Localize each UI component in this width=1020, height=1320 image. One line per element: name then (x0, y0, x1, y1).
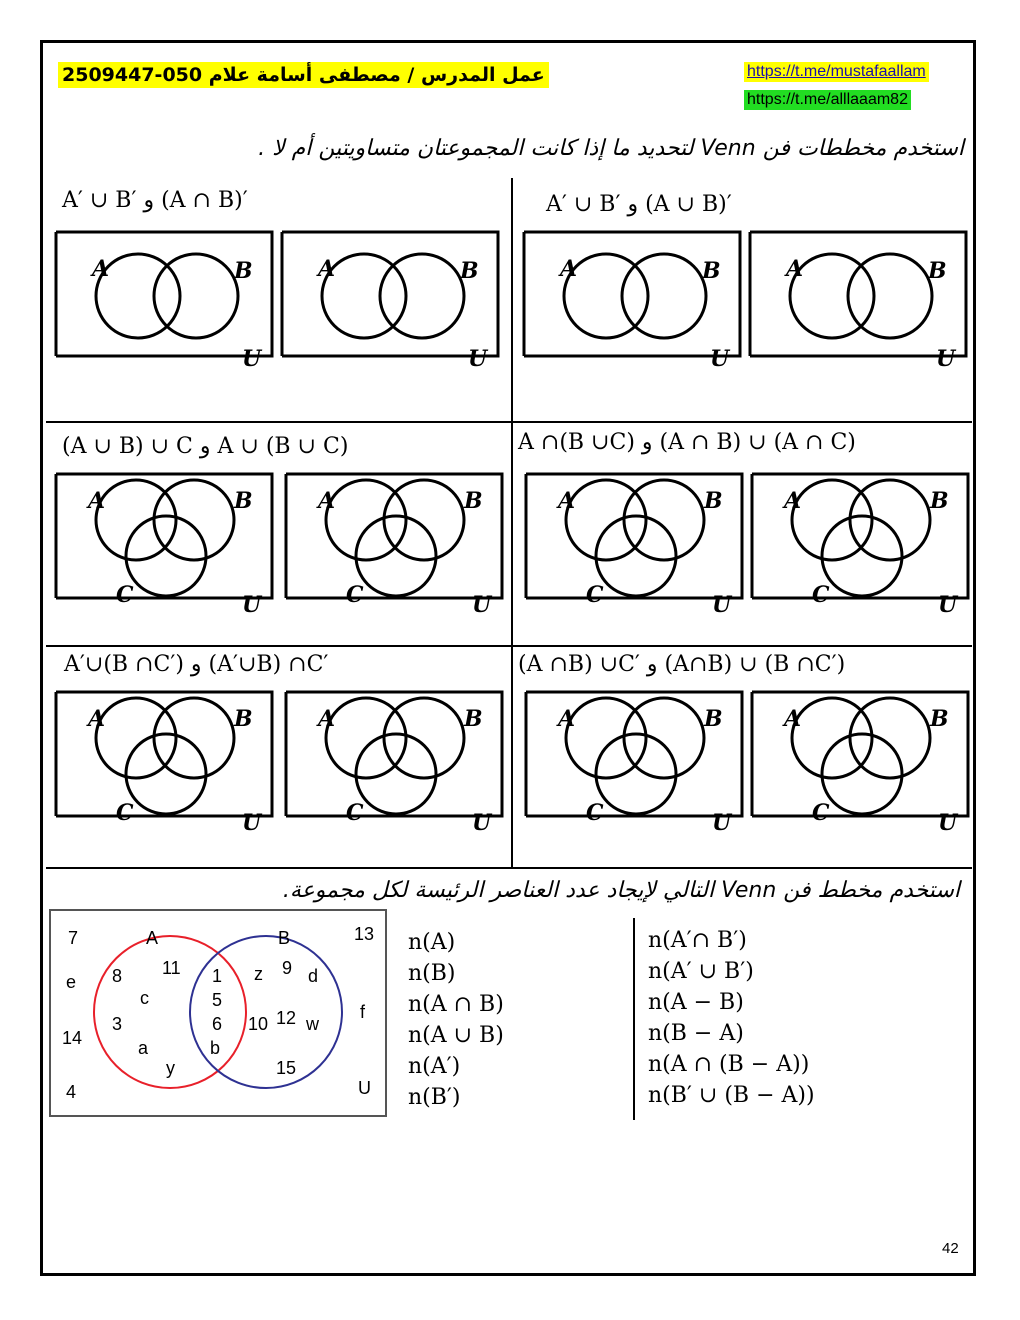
questions-right (648, 928, 815, 1114)
set-b-label: B (234, 706, 253, 732)
telegram-link-2[interactable]: https://t.me/alllaaam82 (744, 90, 911, 110)
set-u-label: U (712, 810, 732, 836)
question: n(B′ ∪ (B − A)) (648, 1083, 815, 1108)
set-c-label: C (586, 582, 604, 608)
set-b-label: B (234, 488, 253, 514)
outside-element: 4 (66, 1082, 77, 1102)
set-b-label: B (464, 706, 483, 732)
question: n(B − A) (648, 1021, 744, 1046)
set-u-label: U (938, 810, 958, 836)
set-b-circle (848, 254, 932, 338)
b-only-element: z (254, 964, 263, 984)
set-b-circle (384, 480, 464, 560)
venn-exercise-box (286, 692, 502, 836)
set-c-circle (126, 734, 206, 814)
set-a-label: A (786, 256, 804, 282)
instruction-1: استخدم مخططات فن Venn لتحديد ما إذا كانت المجموعتان متساويتين أم لا . (258, 136, 964, 161)
page-number: 42 (942, 1240, 959, 1257)
intersection-element: 1 (212, 966, 223, 986)
set-c-circle (356, 516, 436, 596)
question: n(B′) (408, 1085, 461, 1110)
set-u-label: U (242, 346, 262, 372)
universal-set-box (524, 232, 740, 356)
set-c-circle (822, 516, 902, 596)
set-b-circle (154, 698, 234, 778)
set-c-label: C (812, 582, 830, 608)
set-b-circle (154, 480, 234, 560)
universal-set-box (750, 232, 966, 356)
set-c-circle (596, 516, 676, 596)
set-u-label: U (468, 346, 488, 372)
set-u-label: U (712, 592, 732, 618)
set-b-label: B (928, 258, 947, 284)
example-universal-box (50, 910, 386, 1116)
set-u-label: U (938, 592, 958, 618)
venn-exercise-box (752, 474, 968, 618)
set-b-circle (380, 254, 464, 338)
set-a-label: A (92, 256, 110, 282)
set-b-label: B (704, 706, 723, 732)
set-b-circle (622, 254, 706, 338)
question: n(A′∩ B′) (648, 928, 747, 953)
set-b-circle (154, 254, 238, 338)
a-only-element: a (138, 1038, 149, 1058)
set-c-label: C (346, 582, 364, 608)
set-c-label: C (346, 800, 364, 826)
venn-exercise-box (56, 232, 272, 372)
b-only-element: w (306, 1014, 319, 1034)
universal-set-box (282, 232, 498, 356)
set-b-circle (850, 698, 930, 778)
set-a-label: A (560, 256, 578, 282)
a-only-element: 3 (112, 1014, 123, 1034)
teacher-credit: عمل المدرس / مصطفى أسامة علام 050-2509447 (58, 62, 549, 88)
instruction-2: استخدم مخطط فن Venn التالي لإيجاد عدد العناصر الرئيسة لكل مجموعة. (282, 878, 960, 903)
a-only-element: y (166, 1058, 175, 1078)
outside-element: 14 (62, 1028, 83, 1048)
set-a-label: A (318, 488, 336, 514)
exercise-3-expr: (A ∪ B) ∪ C و A ∪ (B ∪ C) (62, 434, 349, 459)
set-c-circle (596, 734, 676, 814)
intersection-element: 5 (212, 990, 223, 1010)
b-only-element: 10 (248, 1014, 269, 1034)
set-a-label: A (784, 488, 802, 514)
set-c-label: C (116, 800, 134, 826)
set-b-circle (384, 698, 464, 778)
outside-element: e (66, 972, 77, 992)
venn-exercise-box (56, 692, 272, 836)
set-a-label: A (784, 706, 802, 732)
question: n(A ∩ (B − A)) (648, 1052, 810, 1077)
set-c-label: C (812, 800, 830, 826)
intersection-element: 6 (212, 1014, 223, 1034)
set-b-circle (850, 480, 930, 560)
set-c-circle (126, 516, 206, 596)
set-b-label: B (930, 488, 949, 514)
question: n(A′) (408, 1054, 461, 1079)
example-set-b-label: B (278, 928, 291, 948)
set-u-label: U (472, 592, 492, 618)
exercise-2-expr: A′ ∪ B′ و (A ∪ B)′ (546, 192, 732, 217)
b-only-element: d (308, 966, 319, 986)
outside-element: 13 (354, 924, 375, 944)
exercise-6-expr: (A ∩B) ∪C′ و (A∩B) ∪ (B ∩C′) (518, 652, 846, 677)
set-b-circle (624, 480, 704, 560)
set-b-label: B (702, 258, 721, 284)
telegram-link-1[interactable]: https://t.me/mustafaallam (744, 62, 929, 82)
universal-set-box (56, 232, 272, 356)
set-u-label: U (242, 810, 262, 836)
outside-element: 7 (68, 928, 79, 948)
set-u-label: U (710, 346, 730, 372)
set-b-label: B (704, 488, 723, 514)
set-a-label: A (318, 706, 336, 732)
set-b-label: B (234, 258, 253, 284)
exercise-1-expr: A′ ∪ B′ و (A ∩ B)′ (62, 188, 248, 213)
b-only-element: 15 (276, 1058, 297, 1078)
question: n(A ∪ B) (408, 1023, 504, 1048)
set-u-label: U (242, 592, 262, 618)
outside-element: U (358, 1078, 371, 1098)
set-b-label: B (460, 258, 479, 284)
set-a-label: A (558, 706, 576, 732)
set-b-label: B (464, 488, 483, 514)
set-c-label: C (116, 582, 134, 608)
question: n(B) (408, 961, 456, 986)
set-u-label: U (472, 810, 492, 836)
venn-exercise-box (752, 692, 968, 836)
question: n(A) (408, 930, 456, 955)
venn-exercise-box (750, 232, 966, 372)
set-b-label: B (930, 706, 949, 732)
venn-exercise-box (526, 692, 742, 836)
example-set-a-label: A (146, 928, 159, 948)
question: n(A′ ∪ B′) (648, 959, 754, 984)
a-only-element: 11 (162, 958, 181, 978)
set-c-label: C (586, 800, 604, 826)
question: n(A ∩ B) (408, 992, 504, 1017)
set-a-label: A (88, 488, 106, 514)
venn-exercise-box (56, 474, 272, 618)
set-a-label: A (88, 706, 106, 732)
questions-left (408, 930, 504, 1116)
exercise-4-expr: A ∩(B ∪C) و (A ∩ B) ∪ (A ∩ C) (518, 430, 856, 455)
venn-exercise-box (282, 232, 498, 372)
venn-exercise-box (286, 474, 502, 618)
b-only-element: 9 (282, 958, 293, 978)
b-only-element: 12 (276, 1008, 297, 1028)
set-a-label: A (318, 256, 336, 282)
venn-exercise-box (524, 232, 740, 372)
set-b-circle (624, 698, 704, 778)
intersection-element: b (210, 1038, 221, 1058)
exercise-5-expr: A′∪(B ∩C′) و (A′∪B) ∩C′ (64, 652, 329, 677)
venn-exercise-box (526, 474, 742, 618)
outside-element: f (360, 1002, 366, 1022)
a-only-element: c (140, 988, 149, 1008)
set-a-label: A (558, 488, 576, 514)
set-c-circle (356, 734, 436, 814)
question: n(A − B) (648, 990, 744, 1015)
set-c-circle (822, 734, 902, 814)
a-only-element: 8 (112, 966, 123, 986)
set-u-label: U (936, 346, 956, 372)
